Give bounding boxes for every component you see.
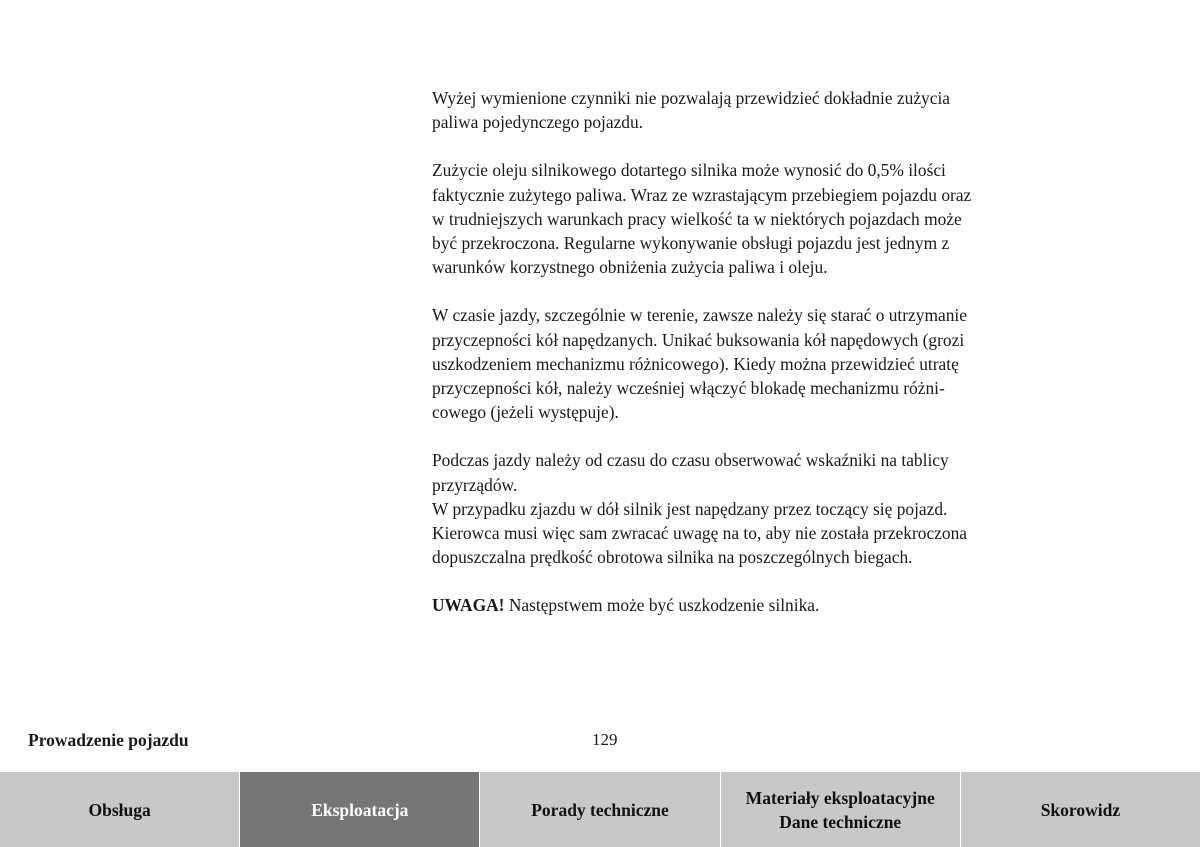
text-line: być przekroczona. Regularne wykonywanie obsługi pojazdu jest jednym z [432,233,950,254]
text-line: dopuszczalna prędkość obrotowa silnika na poszczególnych biegach. [432,547,913,568]
tab-materialy-dane-techniczne[interactable] [721,772,961,847]
tab-label: Dane techniczne [779,811,902,832]
page-number: 129 [592,730,618,749]
text-line: Podczas jazdy należy od czasu do czasu obserwować wskaźniki na tablicy [432,450,949,471]
tab-label: Obsługa [88,799,151,820]
section-title: Prowadzenie pojazdu [28,730,189,750]
text-line: Kierowca musi więc sam zwracać uwagę na to, aby nie została przekroczona [432,523,967,544]
warning-label: UWAGA! [432,595,505,616]
text-line: warunków korzystnego obniżenia zużycia paliwa i oleju. [432,257,828,278]
paragraph-gauges [432,448,1072,496]
warning-line [432,593,1072,617]
text-line: Zużycie oleju silnikowego dotartego silnika może wynosić do 0,5% ilości [432,160,946,181]
paragraph-fuel-prediction [432,86,1072,134]
text-line: w trudniejszych warunkach pracy wielkość ta w niektórych pojazdach może [432,208,962,229]
text-line: cowego (jeżeli występuje). [432,402,619,423]
text-line: Wyżej wymienione czynniki nie pozwalają przewidzieć dokładnie zużycia [432,88,951,108]
text-line: przyrządów. [432,474,518,495]
text-line: paliwa pojedynczego pojazdu. [432,112,644,133]
warning-note [432,593,1072,617]
tab-label: Porady techniczne [531,799,669,820]
tab-label: Skorowidz [1040,799,1121,820]
tab-label: Eksploatacja [311,799,409,820]
warning-text: Następstwem może być uszkodzenie silnika. [504,595,820,616]
tab-skorowidz[interactable] [961,772,1200,847]
paragraph-oil-consumption [432,158,1072,279]
text-line: faktycznie zużytego paliwa. Wraz ze wzrastającym przebiegiem pojazdu oraz [432,184,972,205]
paragraph-traction [432,303,1072,424]
tab-porady-techniczne[interactable] [480,772,720,847]
text-line: przyczepności kół, należy wcześniej włączyć blokadę mechanizmu różni- [432,378,945,399]
chapter-nav-bar [0,772,1200,847]
page-content [432,86,1072,642]
tab-label: Materiały eksploatacyjne [745,787,935,808]
tab-eksploatacja[interactable] [240,772,480,847]
text-line: W przypadku zjazdu w dół silnik jest napędzany przez toczący się pojazd. [432,498,948,519]
paragraph-downhill [432,497,1072,570]
text-line: W czasie jazdy, szczególnie w terenie, zawsze należy się starać o utrzymanie [432,305,967,326]
text-line: przyczepności kół napędzanych. Unikać buksowania kół napędowych (grozi [432,329,965,350]
text-line: uszkodzeniem mechanizmu różnicowego). Kiedy można przewidzieć utratę [432,353,959,374]
tab-label-group [746,786,935,834]
tab-obsluga[interactable] [0,772,240,847]
